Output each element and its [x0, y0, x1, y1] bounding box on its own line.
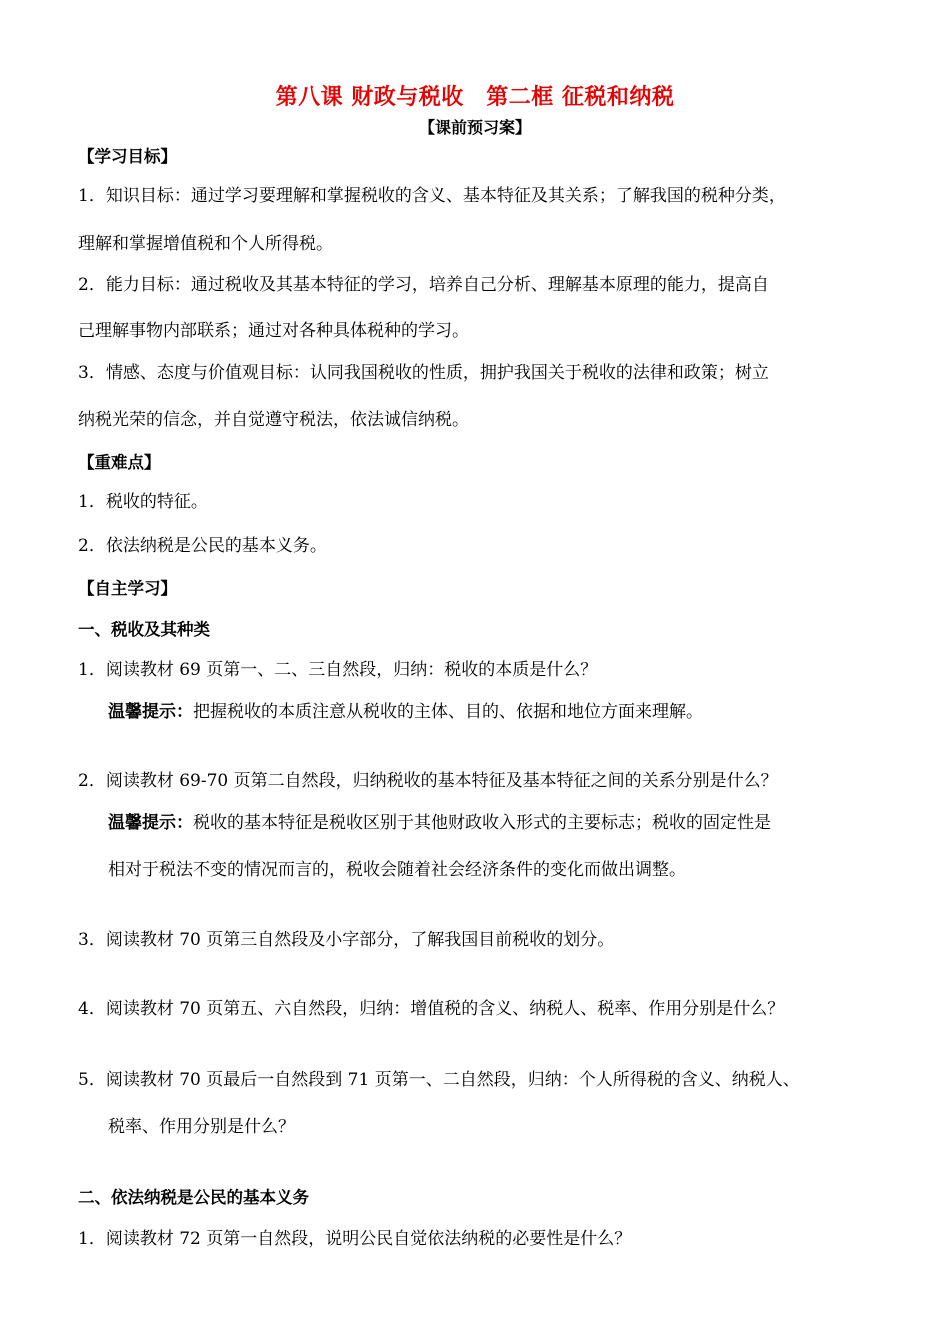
goal-line-6: 纳税光荣的信念，并自觉遵守税法，依法诚信纳税。 — [78, 410, 469, 430]
section2-heading: 二、依法纳税是公民的基本义务 — [78, 1188, 309, 1207]
goal-line-3: 2．能力目标：通过税收及其基本特征的学习，培养自己分析、理解基本原理的能力，提高自 — [78, 275, 769, 295]
hint-text: 税收的基本特征是税收区别于其他财政收入形式的主要标志；税收的固定性是 — [193, 813, 771, 833]
key-point-2: 2．依法纳税是公民的基本义务。 — [78, 536, 327, 556]
goal-line-5: 3．情感、态度与价值观目标：认同我国税收的性质，拥护我国关于税收的法律和政策；树立 — [78, 363, 769, 383]
key-point-1: 1．税收的特征。 — [78, 492, 208, 512]
section2-question-1: 1．阅读教材 72 页第一自然段，说明公民自觉依法纳税的必要性是什么？ — [78, 1229, 632, 1249]
self-study-heading: 【自主学习】 — [78, 579, 177, 598]
page-title: 第八课 财政与税收 第二框 征税和纳税 — [275, 85, 675, 110]
goal-line-2: 理解和掌握增值税和个人所得税。 — [78, 234, 333, 254]
goal-line-1: 1．知识目标：通过学习要理解和掌握税收的含义、基本特征及其关系；了解我国的税种分类， — [78, 186, 786, 206]
page-subtitle: 【课前预习案】 — [418, 118, 531, 137]
question-2-hint — [108, 812, 771, 834]
hint-label: 温馨提示： — [108, 813, 193, 833]
hint-text: 把握税收的本质注意从税收的主体、目的、依据和地位方面来理解。 — [193, 702, 703, 722]
goals-heading: 【学习目标】 — [78, 147, 177, 166]
question-5: 5．阅读教材 70 页最后一自然段到 71 页第一、二自然段，归纳：个人所得税的含义、纳税人、 — [78, 1070, 800, 1090]
goal-line-4: 己理解事物内部联系；通过对各种具体税种的学习。 — [78, 321, 469, 341]
question-4: 4．阅读教材 70 页第五、六自然段，归纳：增值税的含义、纳税人、税率、作用分别是什么？ — [78, 999, 785, 1019]
key-points-heading: 【重难点】 — [78, 453, 161, 472]
question-1: 1．阅读教材 69 页第一、二、三自然段，归纳：税收的本质是什么？ — [78, 660, 598, 680]
question-1-hint — [108, 701, 703, 723]
hint-label: 温馨提示： — [108, 702, 193, 722]
question-2-hint-cont: 相对于税法不变的情况而言的，税收会随着社会经济条件的变化而做出调整。 — [108, 860, 686, 880]
question-3: 3．阅读教材 70 页第三自然段及小字部分，了解我国目前税收的划分。 — [78, 930, 615, 950]
section1-heading: 一、税收及其种类 — [78, 620, 210, 639]
question-5-cont: 税率、作用分别是什么？ — [108, 1117, 295, 1137]
question-2: 2．阅读教材 69-70 页第二自然段，归纳税收的基本特征及基本特征之间的关系分别是什么？ — [78, 771, 778, 791]
